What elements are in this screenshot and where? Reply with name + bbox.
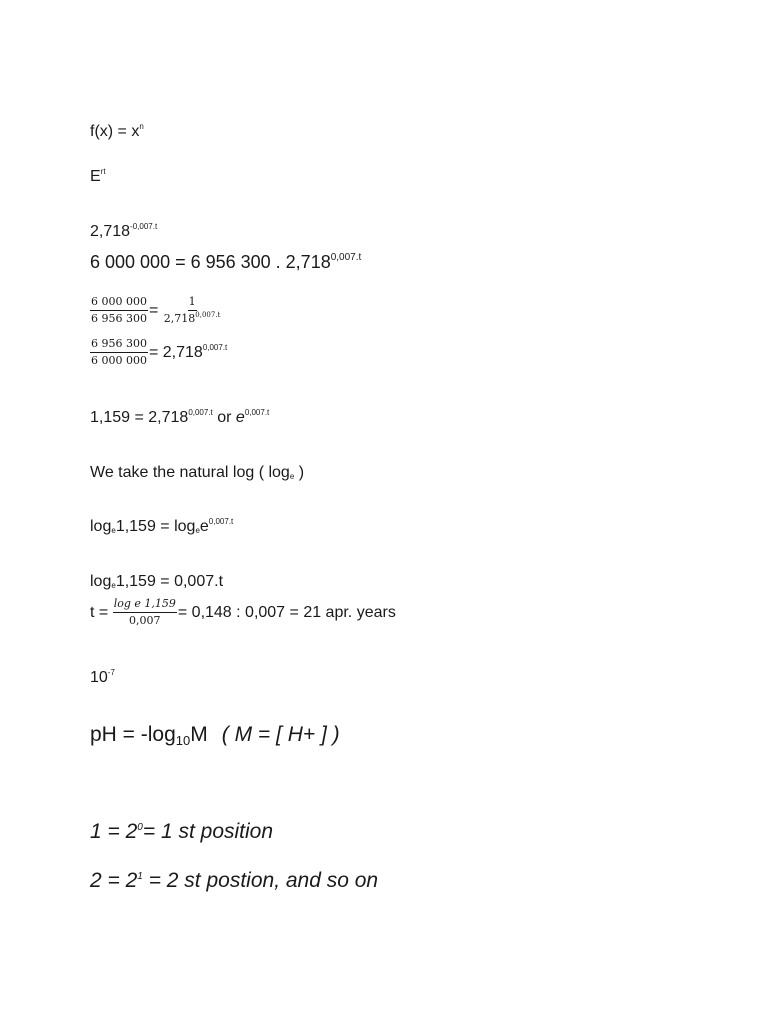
fraction — [163, 296, 222, 325]
exponent: 0,007.t — [208, 517, 234, 526]
formula-text: 1,159 = 0,007.t — [115, 573, 224, 590]
subscript: e — [195, 526, 200, 535]
formula-2718-negative — [90, 224, 157, 240]
formula-text: f(x) = x — [90, 123, 140, 140]
denominator: 6 000 000 — [91, 353, 147, 367]
equation-1159 — [90, 410, 269, 426]
numerator: 6 956 300 — [90, 338, 148, 353]
equation-log-result — [90, 574, 223, 590]
formula-text: = 2 st postion, and so on — [142, 869, 379, 892]
exponent: 0,007.t — [202, 342, 228, 352]
euler-e: e — [235, 409, 245, 426]
exponent: n — [139, 122, 144, 131]
formula-text: = 2,718 — [148, 343, 203, 361]
log-text: log — [90, 518, 112, 535]
formula-text: E — [90, 168, 101, 185]
formula-text: 1,159 = log — [115, 518, 196, 535]
exponent: 0 — [137, 822, 143, 833]
connector-text: or — [212, 409, 236, 426]
subscript: 10 — [175, 733, 191, 748]
formula-note: ( M = [ H+ ] ) — [221, 723, 340, 746]
denominator: 0,007 — [129, 613, 161, 627]
equation-fraction-2 — [90, 338, 227, 367]
equals-sign: = — [148, 301, 159, 319]
fraction — [90, 338, 148, 367]
formula-e-rt — [90, 169, 106, 185]
fraction — [113, 598, 177, 627]
exponent: 0,007.t — [195, 310, 221, 319]
exponent: -0,007.t — [130, 222, 158, 231]
subscript: e — [111, 526, 116, 535]
formula-text: pH = -log — [90, 723, 176, 746]
prefix-text: t = — [90, 603, 113, 621]
exponent: rt — [100, 167, 106, 176]
statement-end: ) — [294, 464, 305, 481]
formula-text: 2 = 2 — [90, 869, 138, 892]
position-line-1 — [90, 821, 273, 842]
formula-ph — [90, 723, 340, 748]
subscript: e — [289, 472, 295, 481]
statement-text: We take the natural log ( log — [90, 464, 290, 481]
formula-text: = 1 st position — [142, 820, 274, 843]
formula-text: 2,718 — [90, 223, 131, 240]
exponent: -7 — [107, 668, 115, 677]
formula-text: = 0,148 : 0,007 = 21 apr. years — [177, 603, 396, 621]
formula-fx-power — [90, 124, 144, 140]
formula-text: 1,159 = 2,718 — [90, 409, 189, 426]
denominator — [163, 311, 222, 326]
euler-e: e — [199, 518, 209, 535]
log-text: log — [90, 573, 112, 590]
formula-m: M — [190, 723, 208, 746]
formula-text: 1 = 2 — [90, 820, 138, 843]
equation-fraction-1 — [90, 296, 222, 325]
fraction — [90, 296, 148, 325]
numerator: log e 1,159 — [113, 598, 177, 613]
formula-ten-power — [90, 670, 115, 686]
exponent: 0,007.t — [330, 252, 362, 263]
exponent: 0,007.t — [244, 408, 270, 417]
position-line-2 — [90, 870, 378, 891]
formula-text: 6 000 000 = 6 956 300 . 2,718 — [90, 252, 331, 272]
formula-text: 10 — [90, 669, 108, 686]
numerator: 1 — [188, 296, 197, 311]
natural-log-statement — [90, 465, 304, 481]
numerator: 6 000 000 — [90, 296, 148, 311]
equation-population — [90, 253, 361, 271]
subscript: e — [111, 581, 116, 590]
denominator-base: 2,718 — [163, 311, 196, 325]
denominator: 6 956 300 — [91, 311, 147, 325]
equation-t-solution — [90, 598, 396, 627]
equation-log-both — [90, 519, 233, 535]
exponent: 1 — [137, 871, 143, 882]
exponent: 0,007.t — [188, 408, 213, 417]
